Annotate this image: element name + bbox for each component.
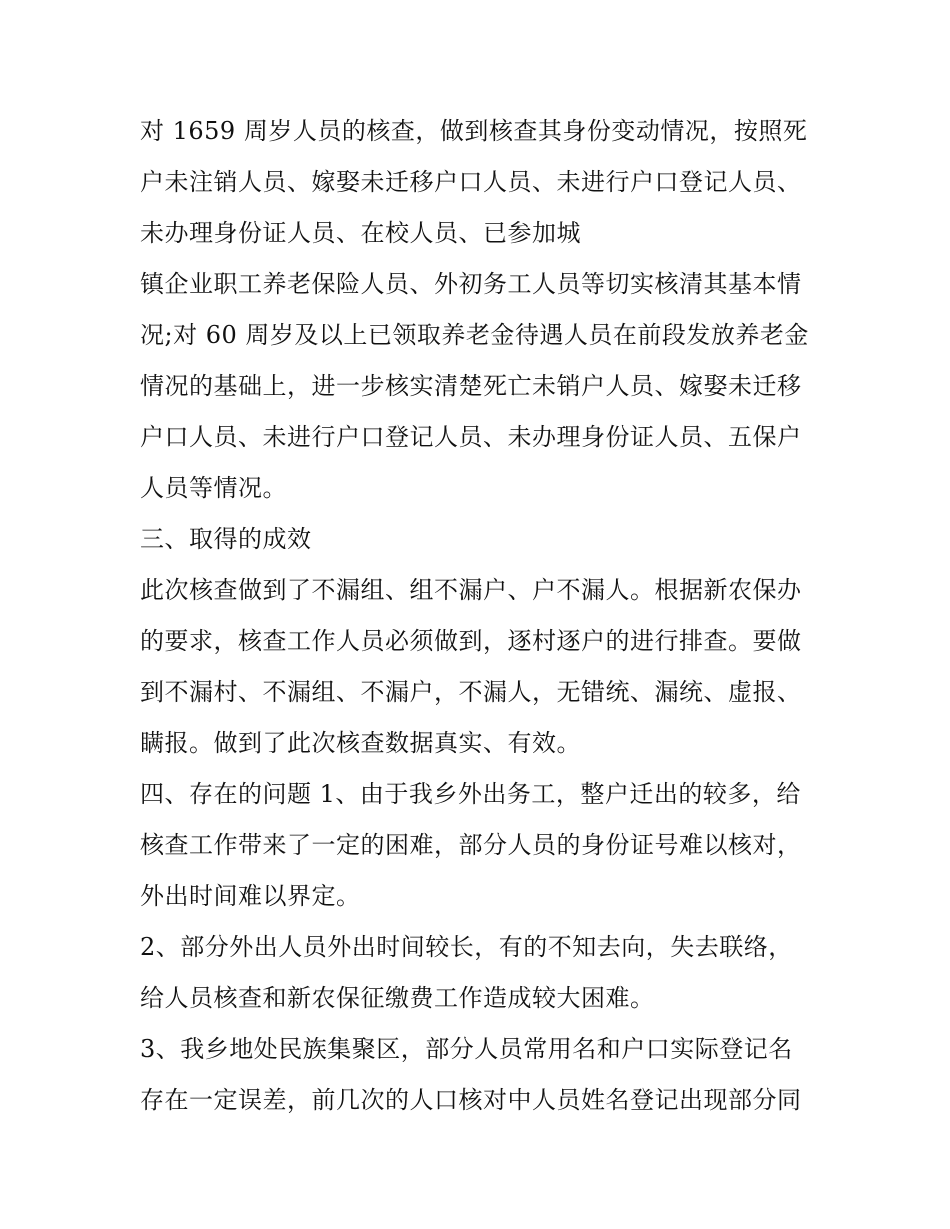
text-line: 给人员核查和新农保征缴费工作造成较大困难。 <box>140 984 655 1012</box>
text-line: 3、我乡地处民族集聚区，部分人员常用名和户口实际登记名 <box>140 1035 793 1063</box>
text-line: 外出时间难以界定。 <box>140 882 361 910</box>
text-line: 户口人员、未进行户口登记人员、未办理身份证人员、五保户 <box>140 423 802 451</box>
section-heading: 三、取得的成效 <box>140 525 312 553</box>
text-line: 情况的基础上，进一步核实清楚死亡未销户人员、嫁娶未迁移 <box>140 372 802 400</box>
text-line: 户未注销人员、嫁娶未迁移户口人员、未进行户口登记人员、 <box>140 168 802 196</box>
text-line: 况;对 60 周岁及以上已领取养老金待遇人员在前段发放养老金 <box>140 321 809 349</box>
section-heading: 四、存在的问题 1、由于我乡外出务工，整户迁出的较多，给 <box>140 780 801 808</box>
text-line: 2、部分外出人员外出时间较长，有的不知去向，失去联络， <box>140 933 793 961</box>
text-line: 此次核查做到了不漏组、组不漏户、户不漏人。根据新农保办 <box>140 576 802 604</box>
text-line: 未办理身份证人员、在校人员、已参加城 <box>140 219 581 247</box>
text-line: 人员等情况。 <box>140 474 287 502</box>
document-body <box>140 106 820 1126</box>
text-line: 的要求，核查工作人员必须做到，逐村逐户的进行排查。要做 <box>140 627 802 655</box>
text-line: 瞒报。做到了此次核查数据真实、有效。 <box>140 729 581 757</box>
text-line: 存在一定误差，前几次的人口核对中人员姓名登记出现部分同 <box>140 1086 802 1114</box>
text-line: 到不漏村、不漏组、不漏户，不漏人，无错统、漏统、虚报、 <box>140 678 802 706</box>
text-line: 核查工作带来了一定的困难，部分人员的身份证号难以核对， <box>140 831 802 859</box>
text-line: 对 1659 周岁人员的核查，做到核查其身份变动情况，按照死 <box>140 117 808 145</box>
text-line: 镇企业职工养老保险人员、外初务工人员等切实核清其基本情 <box>140 270 802 298</box>
